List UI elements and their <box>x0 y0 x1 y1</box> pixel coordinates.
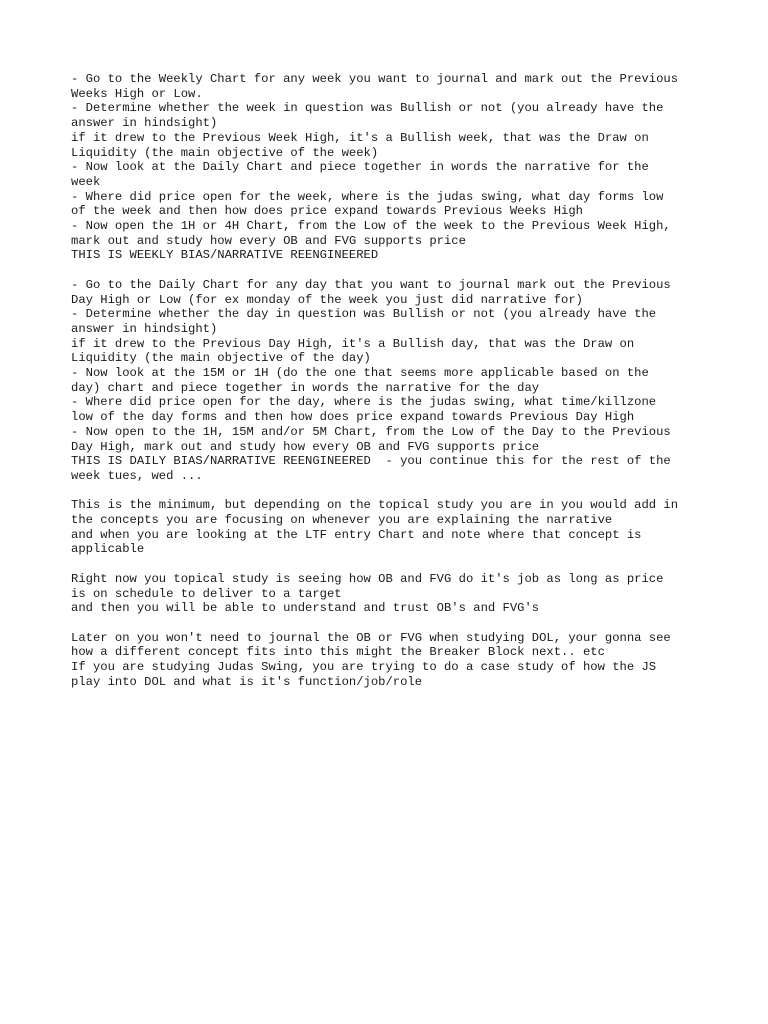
text-line: - Determine whether the week in question was Bullish or not (you already have the <box>71 101 664 116</box>
text-line: Right now you topical study is seeing how OB and FVG do it's job as long as price <box>71 571 664 586</box>
text-line: - Now open to the 1H, 15M and/or 5M Chart, from the Low of the Day to the Previous <box>71 424 671 439</box>
text-line: day) chart and piece together in words the narrative for the day <box>71 380 540 395</box>
text-line: THIS IS DAILY BIAS/NARRATIVE REENGINEERED - you continue this for the rest of the <box>71 454 671 469</box>
text-line: the concepts you are focusing on whenever you are explaining the narrative <box>71 513 613 528</box>
document-body <box>71 72 708 689</box>
paragraph-4 <box>71 572 708 616</box>
text-line: - Go to the Weekly Chart for any week you want to journal and mark out the Previous <box>71 72 679 86</box>
text-line: - Go to the Daily Chart for any day that you want to journal mark out the Previous <box>71 277 671 292</box>
text-line: and then you will be able to understand and trust OB's and FVG's <box>71 601 540 616</box>
text-line: week <box>71 174 101 189</box>
text-line: mark out and study how every OB and FVG supports price <box>71 233 466 248</box>
text-line: Day High or Low (for ex monday of the week you just did narrative for) <box>71 292 583 307</box>
text-line: low of the day forms and then how does price expand towards Previous Day High <box>71 410 635 425</box>
text-line: answer in hindsight) <box>71 116 218 131</box>
text-line: THIS IS WEEKLY BIAS/NARRATIVE REENGINEERED <box>71 248 379 263</box>
paragraph-2 <box>71 278 708 484</box>
paragraph-5 <box>71 631 708 690</box>
text-line: This is the minimum, but depending on the topical study you are in you would add in <box>71 498 679 513</box>
text-line: - Now look at the Daily Chart and piece together in words the narrative for the <box>71 160 649 175</box>
text-line: of the week and then how does price expand towards Previous Weeks High <box>71 204 583 219</box>
text-line: is on schedule to deliver to a target <box>71 586 342 601</box>
text-line: - Where did price open for the week, where is the judas swing, what day forms low <box>71 189 664 204</box>
text-line: if it drew to the Previous Day High, it's a Bullish day, that was the Draw on <box>71 336 635 351</box>
text-line: - Now open the 1H or 4H Chart, from the Low of the week to the Previous Week High, <box>71 219 671 234</box>
paragraph-1 <box>71 72 708 263</box>
text-line: Liquidity (the main objective of the week) <box>71 145 379 160</box>
text-line: and when you are looking at the LTF entry Chart and note where that concept is <box>71 527 642 542</box>
paragraph-3 <box>71 498 708 557</box>
text-line: how a different concept fits into this might the Breaker Block next.. etc <box>71 645 605 660</box>
text-line: If you are studying Judas Swing, you are trying to do a case study of how the JS <box>71 660 657 675</box>
text-line: if it drew to the Previous Week High, it's a Bullish week, that was the Draw on <box>71 130 649 145</box>
text-line: - Now look at the 15M or 1H (do the one that seems more applicable based on the <box>71 366 649 381</box>
text-line: answer in hindsight) <box>71 321 218 336</box>
text-line: - Where did price open for the day, where is the judas swing, what time/killzone <box>71 395 657 410</box>
text-line: Later on you won't need to journal the OB or FVG when studying DOL, your gonna see <box>71 630 671 645</box>
text-line: applicable <box>71 542 145 557</box>
text-line: - Determine whether the day in question was Bullish or not (you already have the <box>71 307 657 322</box>
text-line: play into DOL and what is it's function/job/role <box>71 674 423 689</box>
text-line: Weeks High or Low. <box>71 86 203 101</box>
text-line: Day High, mark out and study how every OB and FVG supports price <box>71 439 540 454</box>
text-line: week tues, wed ... <box>71 468 203 483</box>
text-line: Liquidity (the main objective of the day) <box>71 351 371 366</box>
